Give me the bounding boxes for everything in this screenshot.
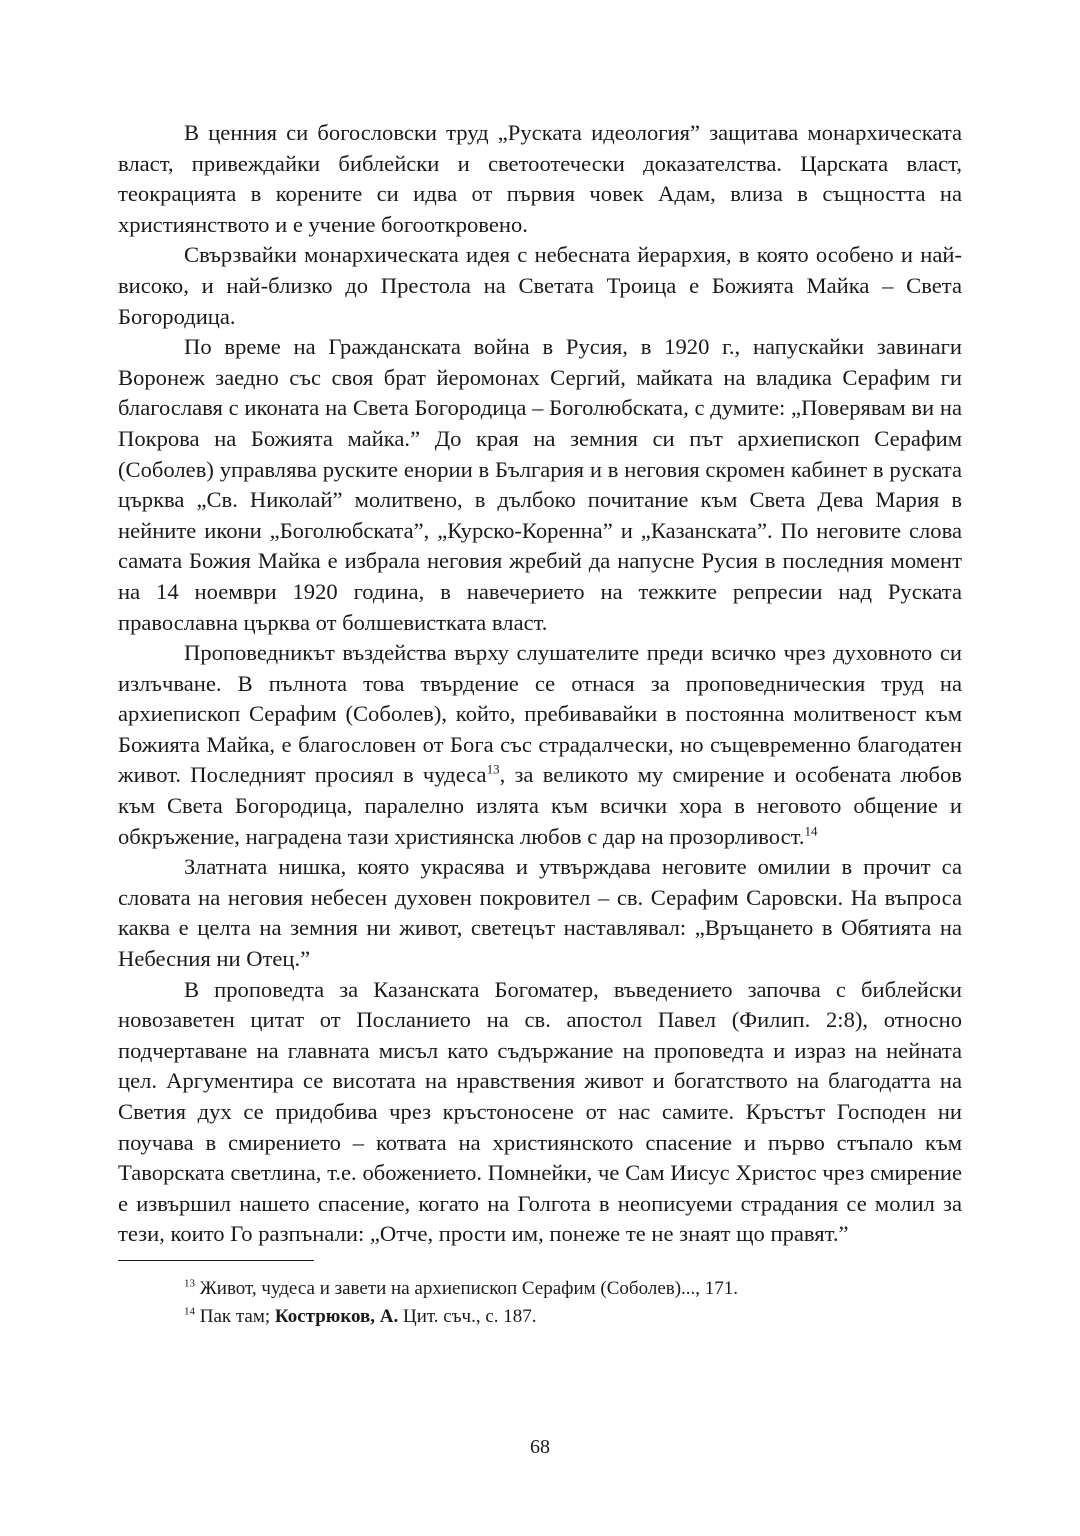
paragraph-6: В проповедта за Казанската Богоматер, въведението започва с библейски новозаветен цитат от Посланието на св. апостол Павел (Филип. 2:8), относно подчертаване на главната мисъл като съдържание на проповедта и израз на нейната цел. Аргументира се висотата на нравствения живот и богатството на благодатта на Светия дух се придобива чрез кръстоносене от нас самите. Кръстът Господен ни поучава в смирението – котвата на християнското спасение и първо стъпало към Таворската светлина, т.е. обожението. Помнейки, че Сам Иисус Христос чрез смирение е извършил нашето спасение, когато на Голгота в неописуеми страдания се молил за тези, които Го разпънали: „Отче, прости им, понеже те не знаят що правят.” xyxy=(118,976,962,1247)
footnote-number: 13 xyxy=(184,1277,195,1290)
footnote-14 xyxy=(184,1303,962,1331)
footnote-text-post: Цит. съч., с. 187. xyxy=(398,1305,537,1327)
footnote-ref-14[interactable]: 14 xyxy=(804,823,818,839)
footnote-number: 14 xyxy=(184,1305,195,1318)
footnote-13 xyxy=(184,1275,962,1303)
footnote-ref-13[interactable]: 13 xyxy=(486,761,500,777)
footnote-separator xyxy=(118,1260,314,1261)
paragraph-2: Свързвайки монархическата идея с небесната йерархия, в която особено и най-високо, и най-близко до Престола на Светата Троица е Божията Майка – Света Богородица. xyxy=(118,242,962,329)
footnote-text: Живот, чудеса и завети на архиепископ Серафим (Соболев)..., 171. xyxy=(199,1277,739,1299)
page-body xyxy=(118,118,962,1331)
paragraph-4-text-1: Проповедникът въздейства върху слушателите преди всичко чрез духовното си излъчване. В пълнота това твърдение се отнася за проповедническия труд на архиепископ Серафим (Соболев), който, пребивавайки в постоянна молитвеност към Божията Майка, е благословен от Бога със страдалчески, но същевременно благодатен живот. Последният просиял в чудеса xyxy=(118,640,962,788)
paragraph-1: В ценния си богословски труд „Руската идеология” защитава монархическата власт, привеждайки библейски и светоотечески доказателства. Царската власт, теокрацията в корените си идва от първия човек Адам, влиза в същността на християнството и е учение богооткровено. xyxy=(118,120,962,237)
paragraph-4 xyxy=(118,638,962,852)
footnote-text-pre: Пак там; xyxy=(199,1305,275,1327)
paragraph-5: Златната нишка, която украсява и утвърждава неговите омилии в прочит са словата на неговия небесен духовен покровител – св. Серафим Саровски. На въпроса каква е целта на земния ни живот, светецът наставлявал: „Връщането в Обятията на Небесния ни Отец.” xyxy=(118,854,962,972)
footnote-author: Кострюков, А. xyxy=(274,1305,399,1327)
page-number: 68 xyxy=(530,1436,550,1458)
paragraph-3: По време на Гражданската война в Русия, в 1920 г., напускайки завинаги Воронеж заедно със своя брат йеромонах Сергий, майката на владика Серафим ги благославя с иконата на Света Богородица – Боголюбската, с думите: „Поверявам ви на Покрова на Божията майка.” До края на земния си път архиепископ Серафим (Соболев) управлява руските енории в България и в неговия скромен кабинет в руската църква „Св. Николай” молитвено, в дълбоко почитание към Света Дева Мария в нейните икони „Боголюбската”, „Курско-Коренна” и „Казанската”. По неговите слова самата Божия Майка е избрала неговия жребий да напусне Русия в последния момент на 14 ноември 1920 година, в навечерието на тежките репресии над Руската православна църква от болшевистката власт. xyxy=(118,334,962,635)
paragraph-4-text-2: , за великото му смирение и особената любов към Света Богородица, паралелно излята към всички хора в неговото общение и обкръжение, наградена тази християнска любов с дар на прозорливост. xyxy=(118,762,962,849)
